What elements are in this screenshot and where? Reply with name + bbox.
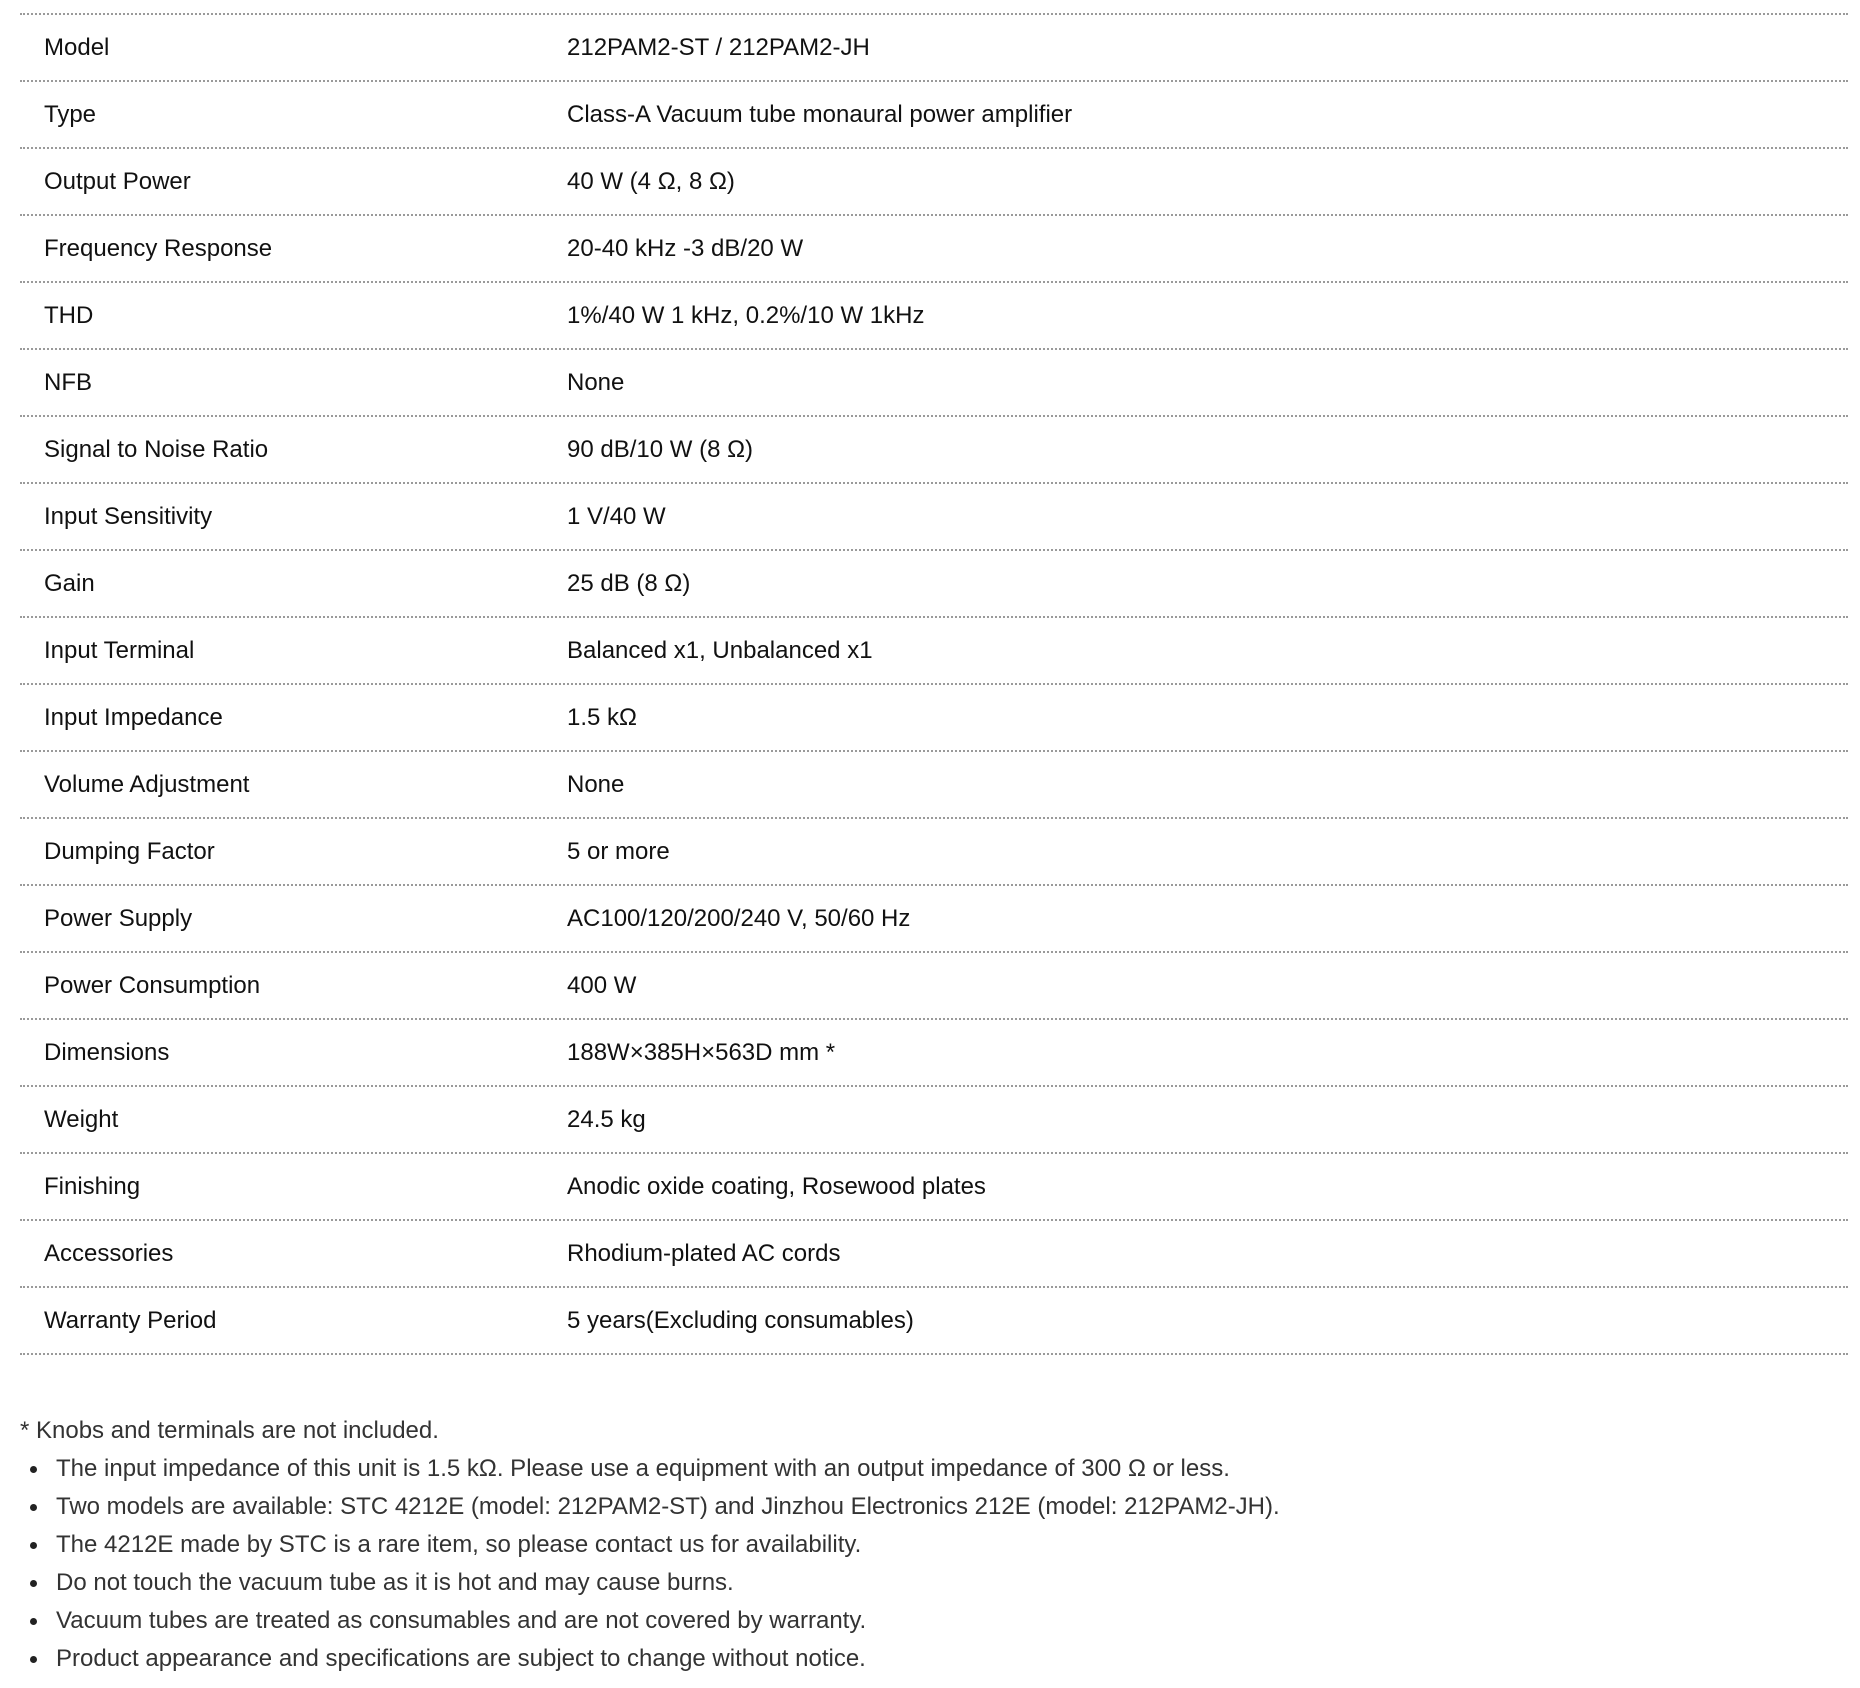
spec-label: Type [44, 100, 97, 128]
spec-label: Warranty Period [44, 1306, 217, 1334]
spec-value: 212PAM2-ST / 212PAM2-JH [567, 33, 870, 61]
spec-row-frequency-response [20, 216, 1848, 283]
spec-label: Dimensions [44, 1038, 170, 1066]
spec-label: Finishing [44, 1172, 141, 1200]
spec-row-input-sensitivity [20, 484, 1848, 551]
bullet-icon [30, 1656, 37, 1663]
bullet-icon [30, 1618, 37, 1625]
spec-label: Weight [44, 1105, 119, 1133]
spec-label: Output Power [44, 167, 191, 195]
list-item [20, 1640, 1848, 1678]
spec-value: 40 W (4 Ω, 8 Ω) [567, 167, 735, 195]
spec-table [20, 13, 1848, 1355]
spec-label: Gain [44, 569, 95, 597]
spec-value: Class-A Vacuum tube monaural power amplifier [567, 100, 1073, 128]
spec-row-dumping-factor [20, 819, 1848, 886]
spec-row-warranty-period [20, 1288, 1848, 1355]
spec-row-accessories [20, 1221, 1848, 1288]
bullet-icon [30, 1542, 37, 1549]
spec-row-weight [20, 1087, 1848, 1154]
list-item [20, 1602, 1848, 1640]
spec-label: Power Supply [44, 904, 193, 932]
bullet-icon [30, 1580, 37, 1587]
spec-label: NFB [44, 368, 92, 396]
spec-label: Frequency Response [44, 234, 273, 262]
spec-value: 20-40 kHz -3 dB/20 W [567, 234, 804, 262]
spec-value: Rhodium-plated AC cords [567, 1239, 841, 1267]
spec-row-finishing [20, 1154, 1848, 1221]
note-text: The 4212E made by STC is a rare item, so please contact us for availability. [56, 1531, 862, 1558]
spec-row-power-consumption [20, 953, 1848, 1020]
spec-value: 5 years(Excluding consumables) [567, 1306, 914, 1334]
spec-value: 1.5 kΩ [567, 703, 637, 731]
list-item [20, 1526, 1848, 1564]
list-item [20, 1450, 1848, 1488]
spec-row-input-impedance [20, 685, 1848, 752]
spec-value: 24.5 kg [567, 1105, 646, 1133]
note-list [20, 1450, 1848, 1678]
spec-label: Input Impedance [44, 703, 223, 731]
spec-value: 400 W [567, 971, 637, 999]
spec-value: Anodic oxide coating, Rosewood plates [567, 1172, 986, 1200]
spec-label: Dumping Factor [44, 837, 215, 865]
spec-value: 1 V/40 W [567, 502, 666, 530]
spec-value: 90 dB/10 W (8 Ω) [567, 435, 754, 463]
note-text: Product appearance and specifications are subject to change without notice. [56, 1645, 866, 1672]
spec-label: Volume Adjustment [44, 770, 250, 798]
spec-value: 1%/40 W 1 kHz, 0.2%/10 W 1kHz [567, 301, 925, 329]
spec-value: 25 dB (8 Ω) [567, 569, 691, 597]
spec-row-signal-to-noise [20, 417, 1848, 484]
note-text: The input impedance of this unit is 1.5 kΩ. Please use a equipment with an output impedance of 300 Ω or less. [56, 1455, 1230, 1482]
spec-row-output-power [20, 149, 1848, 216]
spec-row-volume-adjustment [20, 752, 1848, 819]
spec-value: 188W×385H×563D mm * [567, 1038, 836, 1066]
spec-row-gain [20, 551, 1848, 618]
spec-value: Balanced x1, Unbalanced x1 [567, 636, 873, 664]
spec-label: Input Sensitivity [44, 502, 213, 530]
spec-value: None [567, 368, 625, 396]
list-item [20, 1488, 1848, 1526]
spec-label: Model [44, 33, 110, 61]
spec-row-dimensions [20, 1020, 1848, 1087]
spec-value: AC100/120/200/240 V, 50/60 Hz [567, 904, 911, 932]
spec-row-power-supply [20, 886, 1848, 953]
footnote: * Knobs and terminals are not included. [20, 1417, 439, 1444]
spec-row-type [20, 82, 1848, 149]
spec-value: 5 or more [567, 837, 670, 865]
bullet-icon [30, 1466, 37, 1473]
spec-row-input-terminal [20, 618, 1848, 685]
note-text: Two models are available: STC 4212E (model: 212PAM2-ST) and Jinzhou Electronics 212E (model: 212PAM2-JH). [56, 1493, 1280, 1520]
note-text: Do not touch the vacuum tube as it is hot and may cause burns. [56, 1569, 734, 1596]
spec-value: None [567, 770, 625, 798]
note-text: Vacuum tubes are treated as consumables and are not covered by warranty. [56, 1607, 867, 1634]
spec-label: Signal to Noise Ratio [44, 435, 269, 463]
notes-section [20, 1412, 1848, 1678]
spec-label: Accessories [44, 1239, 174, 1267]
spec-row-model [20, 15, 1848, 82]
list-item [20, 1564, 1848, 1602]
spec-label: THD [44, 301, 94, 329]
bullet-icon [30, 1504, 37, 1511]
spec-row-nfb [20, 350, 1848, 417]
spec-row-thd [20, 283, 1848, 350]
spec-label: Input Terminal [44, 636, 195, 664]
spec-label: Power Consumption [44, 971, 261, 999]
